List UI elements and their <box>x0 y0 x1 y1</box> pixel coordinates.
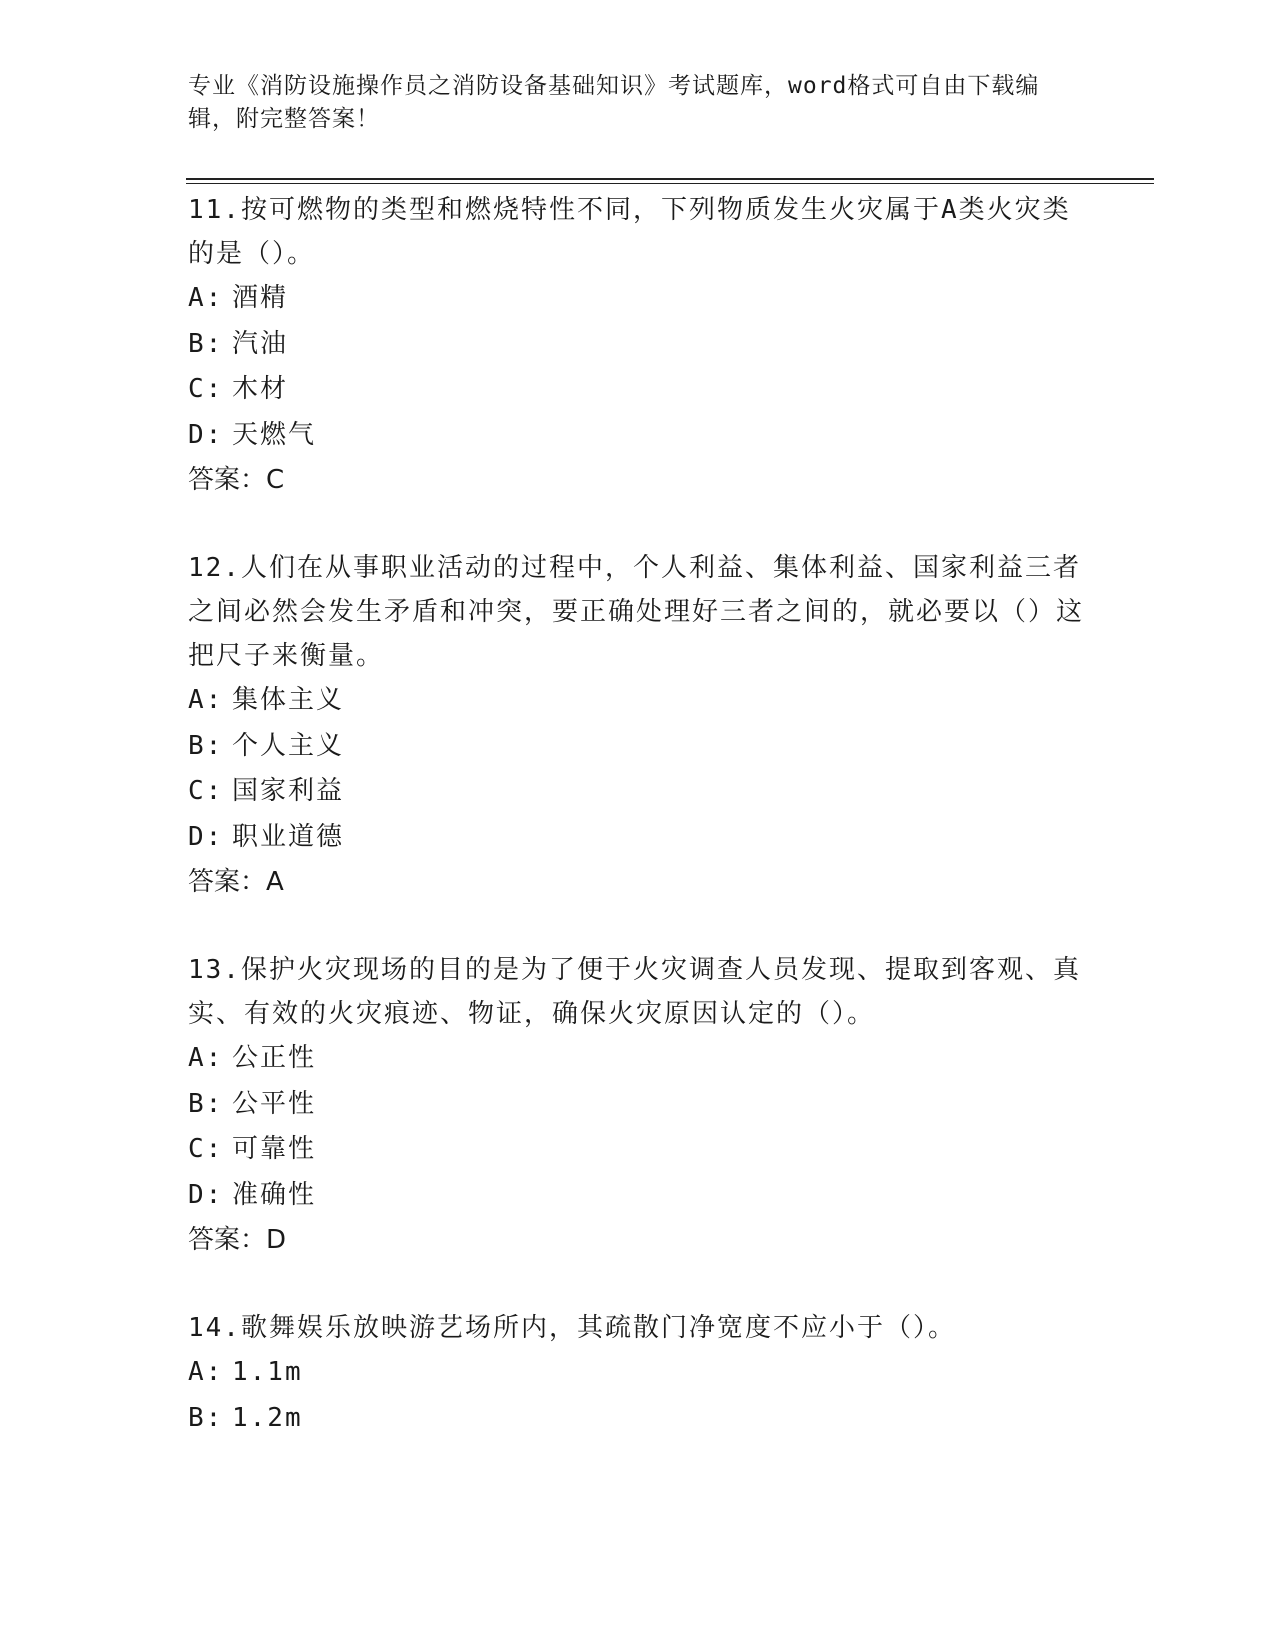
option-text: 集体主义 <box>232 685 345 715</box>
option-text: 1.2m <box>232 1402 303 1433</box>
option-key: A: <box>188 1043 224 1073</box>
question-13 <box>188 948 1088 1262</box>
option-a <box>188 678 1088 724</box>
option-key: C: <box>188 776 224 806</box>
question-12 <box>188 546 1088 904</box>
question-spacer <box>188 1262 1088 1306</box>
question-list <box>188 188 1088 1441</box>
option-text: 1.1m <box>232 1357 303 1387</box>
option-text: 酒精 <box>232 283 289 313</box>
option-key: A: <box>188 283 224 313</box>
option-d <box>188 413 1088 459</box>
option-text: 木材 <box>232 374 289 404</box>
option-key: B: <box>188 1088 224 1119</box>
option-c <box>188 1127 1088 1173</box>
answer-line: 答案：D <box>188 1225 287 1255</box>
question-spacer <box>188 904 1088 948</box>
option-b <box>188 1082 1088 1128</box>
option-key: C: <box>188 374 224 404</box>
option-text: 国家利益 <box>232 776 345 806</box>
option-b <box>188 724 1088 770</box>
option-key: C: <box>188 1134 224 1164</box>
option-b <box>188 1396 1088 1442</box>
option-key: D: <box>188 821 224 852</box>
option-d <box>188 1173 1088 1219</box>
document-header: 专业《消防设施操作员之消防设备基础知识》考试题库，word格式可自由下载编辑，附完整答案！ <box>188 73 1040 132</box>
option-text: 公正性 <box>232 1043 317 1073</box>
option-key: B: <box>188 328 224 359</box>
option-key: B: <box>188 730 224 761</box>
answer-line: 答案：C <box>188 465 285 495</box>
option-text: 职业道德 <box>232 821 345 852</box>
question-text: 12.人们在从事职业活动的过程中，个人利益、集体利益、国家利益三者之间必然会发生矛盾和冲突，要正确处理好三者之间的，就必要以（）这把尺子来衡量。 <box>188 553 1085 671</box>
option-a <box>188 1036 1088 1082</box>
question-14 <box>188 1306 1088 1441</box>
option-a <box>188 276 1088 322</box>
option-text: 公平性 <box>232 1088 317 1119</box>
option-text: 准确性 <box>232 1179 317 1210</box>
option-key: D: <box>188 1179 224 1210</box>
option-key: B: <box>188 1402 224 1433</box>
option-key: D: <box>188 419 224 450</box>
header-divider-thin <box>186 183 1154 184</box>
question-spacer <box>188 502 1088 546</box>
question-text: 11.按可燃物的类型和燃烧特性不同，下列物质发生火灾属于A类火灾类的是（）。 <box>188 195 1071 269</box>
option-key: A: <box>188 685 224 715</box>
option-a <box>188 1350 1088 1396</box>
question-text: 13.保护火灾现场的目的是为了便于火灾调查人员发现、提取到客观、真实、有效的火灾痕迹、物证，确保火灾原因认定的（）。 <box>188 955 1081 1029</box>
option-c <box>188 769 1088 815</box>
option-key: A: <box>188 1357 224 1387</box>
header-divider-thick <box>186 178 1154 180</box>
option-text: 汽油 <box>232 328 289 359</box>
question-11 <box>188 188 1088 502</box>
option-text: 天燃气 <box>232 419 317 450</box>
option-b <box>188 322 1088 368</box>
answer-line: 答案：A <box>188 867 284 897</box>
question-text: 14.歌舞娱乐放映游艺场所内，其疏散门净宽度不应小于（）。 <box>188 1313 956 1343</box>
option-text: 可靠性 <box>232 1134 317 1164</box>
option-text: 个人主义 <box>232 730 345 761</box>
option-c <box>188 367 1088 413</box>
option-d <box>188 815 1088 861</box>
